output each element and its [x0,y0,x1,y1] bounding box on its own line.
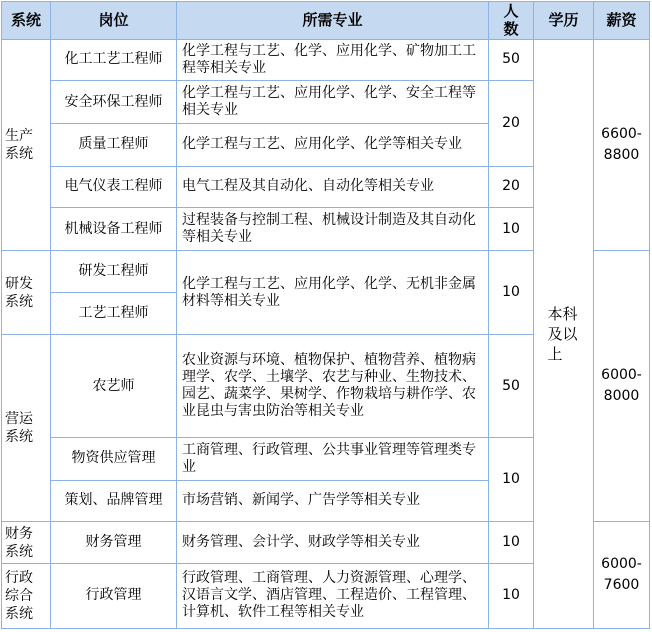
position-cell: 物资供应管理 [51,437,177,480]
position-cell: 安全环保工程师 [51,81,177,124]
salary-operations: 6000-8000 [594,250,650,521]
header-position: 岗位 [51,2,177,40]
table-row [2,39,650,81]
position-cell: 工艺工程师 [51,292,177,335]
recruitment-table [1,1,650,629]
major-cell: 行政管理、工商管理、人力资源管理、心理学、汉语言文学、酒店管理、工程造价、工程管理、计算机、软件工程等相关专业 [177,563,489,628]
education-cell: 本科及以上 [534,39,594,628]
major-cell: 化学工程与工艺、应用化学、化学、安全工程等相关专业 [177,81,489,124]
position-cell: 行政管理 [51,563,177,628]
position-cell: 研发工程师 [51,250,177,292]
major-cell: 化学工程与工艺、应用化学、化学等相关专业 [177,123,489,166]
header-row [2,2,650,40]
count-cell: 50 [489,39,534,81]
header-education: 学历 [534,2,594,40]
position-cell: 财务管理 [51,522,177,564]
header-system: 系统 [2,2,51,40]
system-admin: 行政综合系统 [2,563,51,628]
count-cell: 20 [489,166,534,208]
major-cell: 电气工程及其自动化、自动化等相关专业 [177,166,489,208]
header-count: 人数 [489,2,534,40]
major-cell: 财务管理、会计学、财政学等相关专业 [177,522,489,564]
system-rnd: 研发系统 [2,250,51,334]
position-cell: 质量工程师 [51,123,177,166]
salary-finance-admin: 6000-7600 [594,522,650,629]
header-major: 所需专业 [177,2,489,40]
salary-production: 6600-8800 [594,39,650,250]
count-cell: 50 [489,335,534,438]
major-cell: 农业资源与环境、植物保护、植物营养、植物病理学、农学、土壤学、农艺与种业、生物技术、园艺、蔬菜学、果树学、作物栽培与耕作学、农业昆虫与害虫防治等相关专业 [177,335,489,438]
major-cell: 过程装备与控制工程、机械设计制造及其自动化等相关专业 [177,208,489,251]
position-cell: 策划、品牌管理 [51,480,177,522]
count-cell: 10 [489,522,534,564]
position-cell: 电气仪表工程师 [51,166,177,208]
position-cell: 机械设备工程师 [51,208,177,251]
count-cell: 10 [489,208,534,251]
count-cell: 10 [489,437,534,521]
major-cell: 化学工程与工艺、应用化学、化学、无机非金属材料等相关专业 [177,250,489,334]
position-cell: 农艺师 [51,335,177,438]
major-cell: 市场营销、新闻学、广告学等相关专业 [177,480,489,522]
system-production: 生产系统 [2,39,51,250]
major-cell: 工商管理、行政管理、公共事业管理等管理类专业 [177,437,489,480]
count-cell: 10 [489,250,534,334]
system-operations: 营运系统 [2,335,51,522]
system-finance: 财务系统 [2,522,51,564]
major-cell: 化学工程与工艺、化学、应用化学、矿物加工工程等相关专业 [177,39,489,81]
count-cell: 20 [489,81,534,166]
position-cell: 化工工艺工程师 [51,39,177,81]
count-cell: 10 [489,563,534,628]
header-salary: 薪资 [594,2,650,40]
